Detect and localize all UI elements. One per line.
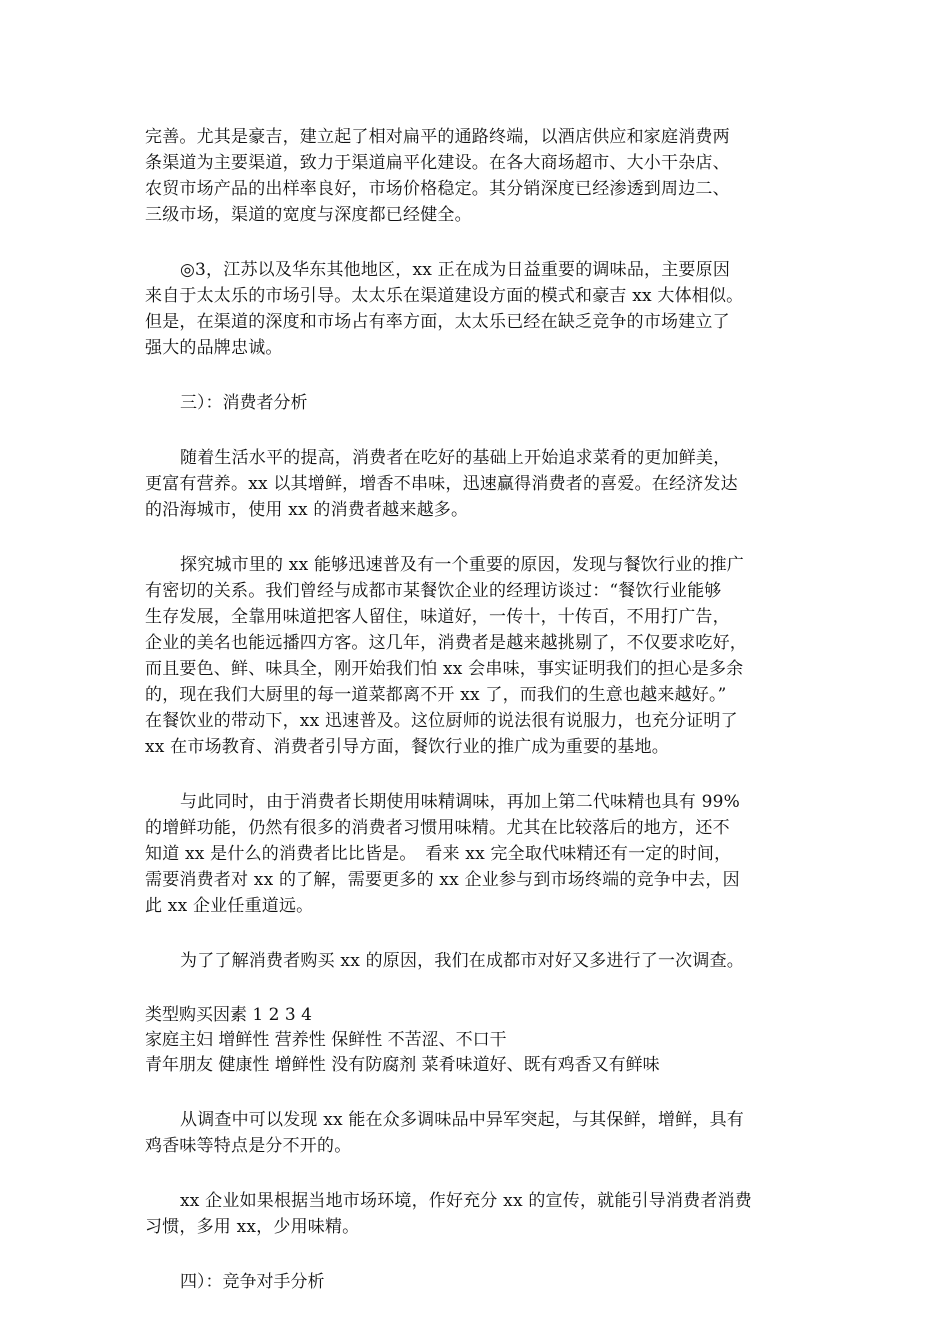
paragraph-jiangsu [145, 257, 825, 361]
text-line: 与此同时，由于消费者长期使用味精调味，再加上第二代味精也具有 99% [180, 792, 740, 812]
document-page [145, 124, 825, 1324]
text-line: 的增鲜功能，仍然有很多的消费者习惯用味精。尤其在比较落后的地方，还不 [145, 818, 730, 838]
survey-table [145, 1003, 825, 1078]
survey-row: 青年朋友 健康性 增鲜性 没有防腐剂 菜肴味道好、既有鸡香又有鲜味 [145, 1055, 660, 1075]
text-line: 条渠道为主要渠道，致力于渠道扁平化建设。在各大商场超市、大小干杂店、 [145, 153, 730, 173]
text-line: 三级市场，渠道的宽度与深度都已经健全。 [145, 205, 472, 225]
text-line: 的，现在我们大厨里的每一道菜都离不开 xx 了，而我们的生意也越来越好。” [145, 685, 727, 705]
text-line: 而且要色、鲜、味具全，刚开始我们怕 xx 会串味，事实证明我们的担心是多余 [145, 659, 744, 679]
text-line: 为了了解消费者购买 xx 的原因，我们在成都市对好又多进行了一次调查。 [180, 951, 744, 971]
text-line: 农贸市场产品的出样率良好，市场价格稳定。其分销深度已经渗透到周边二、 [145, 179, 730, 199]
text-line: 在餐饮业的带动下，xx 迅速普及。这位厨师的说法很有说服力，也充分证明了 [145, 711, 738, 731]
text-line: 随着生活水平的提高，消费者在吃好的基础上开始追求菜肴的更加鲜美， [180, 448, 731, 468]
text-line: 企业的美名也能远播四方客。这几年，消费者是越来越挑剔了，不仅要求吃好， [145, 633, 747, 653]
survey-header: 类型购买因素 1 2 3 4 [145, 1005, 312, 1025]
paragraph-catering [145, 552, 825, 760]
survey-row: 家庭主妇 增鲜性 营养性 保鲜性 不苦涩、不口干 [145, 1030, 507, 1050]
text-line: 强大的品牌忠诚。 [145, 338, 283, 358]
text-line: 需要消费者对 xx 的了解，需要更多的 xx 企业参与到市场终端的竞争中去，因 [145, 870, 740, 890]
paragraph-channels [145, 124, 825, 228]
paragraph-survey-intro [145, 948, 825, 974]
paragraph-survey-result [145, 1107, 825, 1159]
text-line: 生存发展，全靠用味道把客人留住，味道好，一传十，十传百，不用打广告， [145, 607, 730, 627]
text-line: 探究城市里的 xx 能够迅速普及有一个重要的原因，发现与餐饮行业的推广 [180, 555, 744, 575]
text-line: xx 企业如果根据当地市场环境，作好充分 xx 的宣传，就能引导消费者消费 [180, 1191, 752, 1211]
section-heading-competitor: 四）：竞争对手分析 [180, 1272, 325, 1292]
text-line: 有密切的关系。我们曾经与成都市某餐饮企业的经理访谈过：“餐饮行业能够 [145, 581, 722, 601]
text-line: xx 在市场教育、消费者引导方面，餐饮行业的推广成为重要的基地。 [145, 737, 669, 757]
text-line: 鸡香味等特点是分不开的。 [145, 1136, 352, 1156]
text-line: 从调查中可以发现 xx 能在众多调味品中异军突起，与其保鲜，增鲜，具有 [180, 1110, 744, 1130]
paragraph-msg-habit [145, 789, 825, 919]
text-line: 来自于太太乐的市场引导。太太乐在渠道建设方面的模式和豪吉 xx 大体相似。 [145, 286, 744, 306]
text-line: 知道 xx 是什么的消费者比比皆是。 看来 xx 完全取代味精还有一定的时间， [145, 844, 732, 864]
text-line: 习惯，多用 xx，少用味精。 [145, 1217, 360, 1237]
text-line: 此 xx 企业任重道远。 [145, 896, 314, 916]
text-line: 但是，在渠道的深度和市场占有率方面，太太乐已经在缺乏竞争的市场建立了 [145, 312, 730, 332]
text-line: 的沿海城市，使用 xx 的消费者越来越多。 [145, 500, 469, 520]
text-line: 完善。尤其是豪吉，建立起了相对扁平的通路终端，以酒店供应和家庭消费两 [145, 127, 730, 147]
section-heading-consumer: 三）：消费者分析 [180, 393, 308, 413]
text-line: ◎3，江苏以及华东其他地区，xx 正在成为日益重要的调味品，主要原因 [180, 260, 731, 280]
text-line: 更富有营养。xx 以其增鲜，增香不串味，迅速赢得消费者的喜爱。在经济发达 [145, 474, 738, 494]
paragraph-promotion [145, 1188, 825, 1240]
paragraph-living-standard [145, 445, 825, 523]
